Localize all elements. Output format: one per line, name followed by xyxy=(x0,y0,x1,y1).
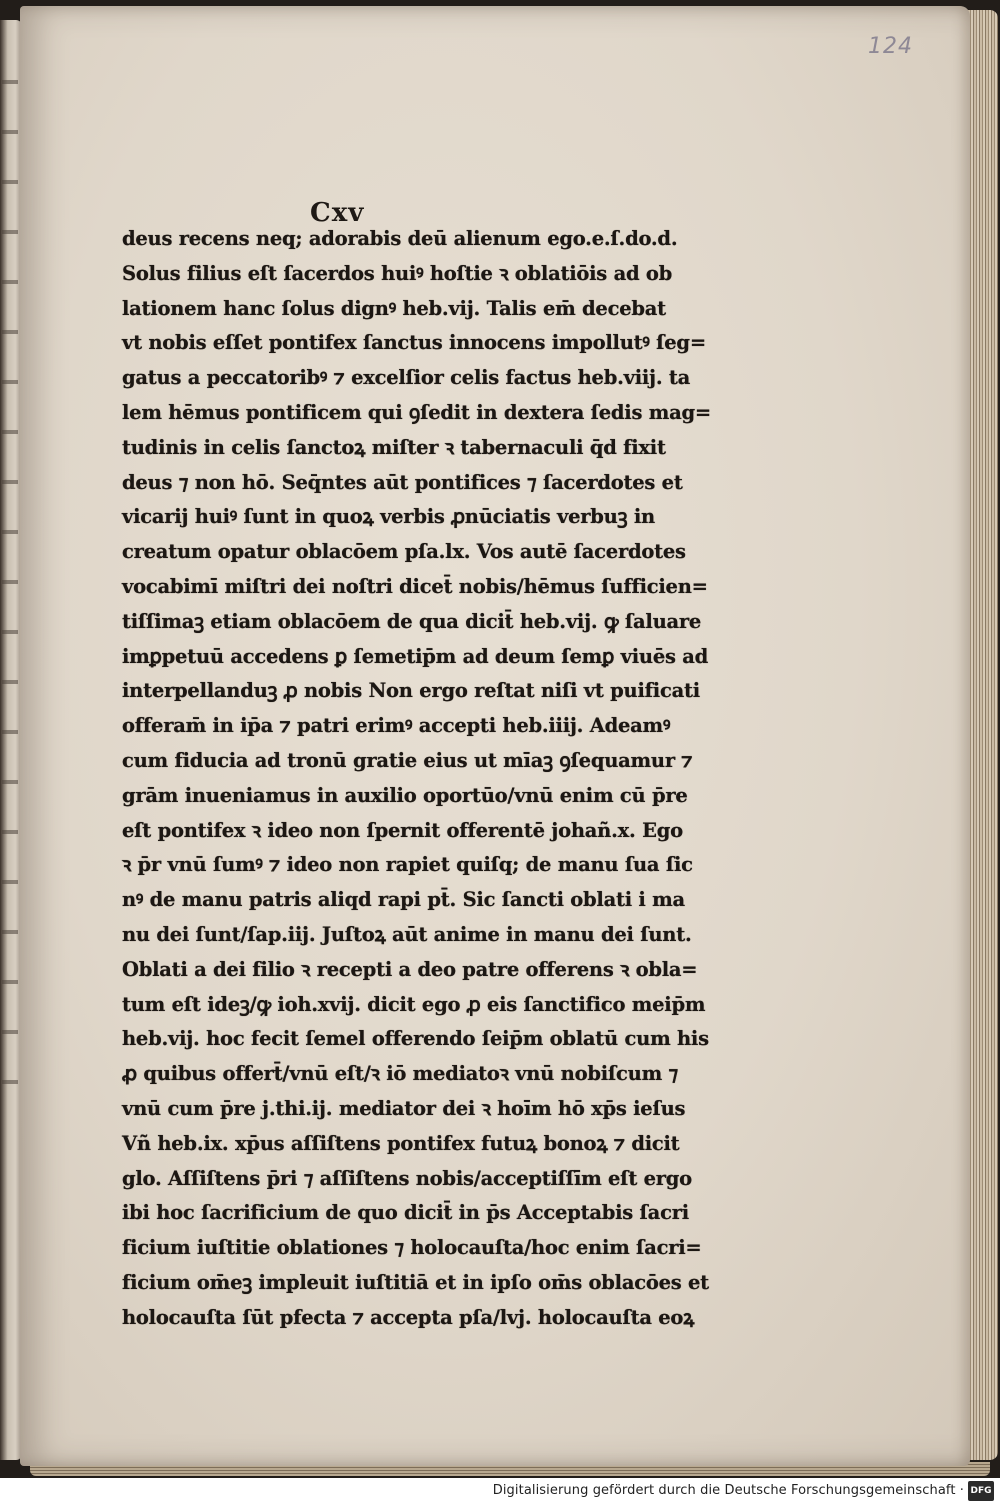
text-line: interpellanduꝫ ꝓ nobis Non ergo reſtat niſi vt puificati xyxy=(122,679,700,703)
text-line: vnū cum p̄re j.thi.ij. mediator dei ꝛ hoīm hō xp̄s ieſus xyxy=(122,1096,686,1120)
text-line: vicarij huiꝰ ſunt in quoꝝ verbis ꝓnūciatis verbuꝫ in xyxy=(122,505,655,529)
text-line: cum fiducia ad tronū gratie eius ut mīaꝫ ꝯſequamur ⁊ xyxy=(122,748,693,772)
text-line: lationem hanc ſolus dignꝰ heb.vij. Talis em̄ decebat xyxy=(122,296,666,320)
text-line: tiſſimaꝫ etiam oblacōem de qua dicit̄ heb.vij. ꝙ ſaluare xyxy=(122,609,702,633)
text-line: holocauſta ſūt pfecta ⁊ accepta pſa/lvj. holocauſta eoꝝ xyxy=(122,1305,695,1329)
folio-number: 124 xyxy=(868,34,913,59)
text-line: grām inueniamus in auxilio oportūo/vnū enim cū p̄re xyxy=(122,783,688,807)
footer-credit: Digitalisierung gefördert durch die Deutsche Forschungsgemeinschaft · xyxy=(492,1483,964,1498)
running-head: Cxv xyxy=(310,198,365,228)
text-line: ꝛ p̄r vnū ſumꝰ ⁊ ideo non rapiet quiſq; de manu ſua ſic xyxy=(122,853,693,877)
text-line: deus recens neq; adorabis deū alienum ego.e.ſ.do.d. xyxy=(122,227,678,250)
text-line: gatus a peccatoribꝰ ⁊ excelſior celis factus heb.viij. ta xyxy=(122,366,691,390)
text-line: ibi hoc ſacrificium de quo dicit̄ in p̄s Acceptabis ſacri xyxy=(122,1201,689,1225)
text-line: vt nobis eſſet pontifex ſanctus innocens impollutꝰ ſeg= xyxy=(122,331,706,355)
text-line: imꝑpetuū accedens ꝑ ſemetip̄m ad deum ſemꝑ viuēs ad xyxy=(122,644,709,668)
text-line: tum eſt ideꝫ/ꝙ ioh.xvij. dicit ego ꝓ eis ſanctifico meip̄m xyxy=(122,992,706,1016)
digitization-footer xyxy=(0,1478,1000,1506)
text-line: tudinis in celis ſanctoꝝ miſter ꝛ tabernaculi q̄d fixit xyxy=(122,435,666,459)
text-line: Solus filius eſt ſacerdos huiꝰ hoſtie ꝛ oblatiōis ad ob xyxy=(122,261,673,285)
text-line: nu dei ſunt/ſap.iij. Juſtoꝝ aūt anime in manu dei ſunt. xyxy=(122,922,692,946)
text-line: ꝓ quibus offert̄/vnū eſt/ꝛ iō mediatoꝛ vnū nobiſcum ⁊ xyxy=(122,1062,678,1086)
text-line: glo. Aſſiſtens p̄ri ⁊ aſſiſtens nobis/acceptiſſīm eſt ergo xyxy=(122,1166,692,1190)
text-line: vocabimī miſtri dei noſtri dicet̄ nobis/hēmus ſufficien= xyxy=(122,574,708,598)
text-line: eſt pontifex ꝛ ideo non ſpernit offerentē johañ.x. Ego xyxy=(122,818,683,842)
text-block xyxy=(122,222,711,1336)
text-line: heb.vij. hoc fecit ſemel offerendo ſeip̄m oblatū cum his xyxy=(122,1027,709,1051)
text-line: nꝰ de manu patris aliqd rapi pt̄. Sic ſancti oblati i ma xyxy=(122,888,685,912)
dfg-logo-icon: DFG xyxy=(968,1481,994,1501)
show-through-ghost xyxy=(150,1108,650,1130)
text-line: Oblati a dei filio ꝛ recepti a deo patre offerens ꝛ obla= xyxy=(122,957,698,981)
facing-page-edge xyxy=(0,20,22,1460)
text-line: ficium iuſtitie oblationes ⁊ holocauſta/hoc enim ſacri= xyxy=(122,1236,702,1260)
text-line: lem hēmus pontificem qui ꝯſedit in dextera ſedis mag= xyxy=(122,400,711,424)
text-line: Vñ heb.ix. xp̄us aſſiſtens pontifex futuꝝ bonoꝝ ⁊ dicit xyxy=(122,1131,680,1155)
text-line: deus ⁊ non hō. Seq̄ntes aūt pontifices ⁊ ſacerdotes et xyxy=(122,470,683,494)
text-line: ficium om̄eꝫ impleuit iuſtitiā et in ipſo om̄s oblacōes et xyxy=(122,1270,709,1294)
text-line: offeram̄ in ip̄a ⁊ patri erimꝰ accepti heb.iiij. Adeamꝰ xyxy=(122,714,671,738)
text-line: creatum opatur oblacōem pſa.lx. Vos autē ſacerdotes xyxy=(122,540,686,564)
